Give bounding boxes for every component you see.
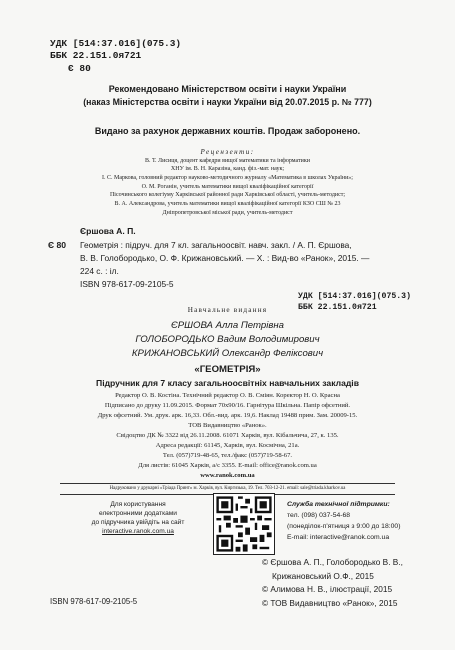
imprint-line: Свідоцтво ДК № 3322 від 26.11.2008. 61071 Харків, вул. Кібальчича, 27, к. 135. <box>116 432 339 439</box>
imprint-line: Редактор О. В. Костіна. Технічний редактор О. В. Сміян. Коректор Н. О. Красна <box>115 392 340 399</box>
support-email: E-mail: interactive@ranok.com.ua <box>287 534 390 541</box>
udk-entry: УДК [514:37.016](075.3) <box>298 292 412 301</box>
reviewer-line: Пісочинського колегіуму Харківської районної ради Харківської області, учитель-методист; <box>109 192 346 198</box>
state-funds-note: Видано за рахунок державних коштів. Продаж заборонено. <box>94 126 361 136</box>
reviewer-line: О. М. Роганін, учитель математики вищої кваліфікаційної категорії <box>141 184 314 190</box>
bib-line: Геометрія : підруч. для 7 кл. загальноосвіт. навч. закл. / А. П. Єршова, <box>80 240 352 250</box>
bib-line: В. В. Голобородько, О. Ф. Крижановський. — Х. : Вид-во «Ранок», 2015. — <box>80 253 370 263</box>
imprint-line: Тел. (057)719-48-65, тел./факс (057)719-58-67. <box>162 452 293 459</box>
reviewer-line: В. А. Александрова, учитель математики вищої кваліфікаційної категорії КЗО СШ № 23 <box>114 201 341 207</box>
imprint-line: Підписано до друку 11.09.2015. Формат 70х90/16. Гарнітура Шкільна. Папір офсетний. <box>104 402 351 409</box>
isbn-entry: ISBN 978-617-09-2105-5 <box>80 279 174 289</box>
bbk-code: ББК 22.151.0я721 <box>50 50 142 61</box>
copyright-line: © Алимова Н. В., ілюстрації, 2015 <box>262 584 393 594</box>
supplement-box <box>68 500 208 536</box>
edition-type: Навчальне видання <box>187 306 268 314</box>
supplement-line: Для користування <box>110 501 166 508</box>
isbn-bottom: ISBN 978-617-09-2105-5 <box>50 597 138 606</box>
udk-code: УДК [514:37.016](075.3) <box>50 38 182 49</box>
copyright-line: © ТОВ Видавництво «Ранок», 2015 <box>262 597 398 608</box>
imprint-line: Адреса редакції: 61145, Харків, вул. Космічна, 21а. <box>155 442 300 449</box>
support-title: Служба технічної підтримки: <box>287 501 390 508</box>
copyright-block <box>262 556 403 610</box>
imprint-line: Для листів: 61045 Харків, а/с 3355. E-mail: office@ranok.com.ua <box>138 462 317 469</box>
reviewer-line: І. С. Маркова, головний редактор науково-методичного журналу «Математика в школах України»; <box>102 175 353 181</box>
recommended-line-2: (наказ Міністерства освіти і науки України від 20.07.2015 р. № 777) <box>83 97 372 107</box>
recommended-line-1: Рекомендовано Міністерством освіти і науки України <box>108 84 347 94</box>
author-heading: Єршова А. П. <box>80 226 136 236</box>
tech-support <box>287 499 400 543</box>
bbk-entry: ББК 22.151.0я721 <box>298 303 377 312</box>
book-title: «ГЕОМЕТРІЯ» <box>194 364 261 375</box>
book-subtitle: Підручник для 7 класу загальноосвітніх навчальних закладів <box>96 378 359 388</box>
imprint-line: Друк офсетний. Ум. друк. арк. 16,33. Обл.-вид. арк. 19,6. Наклад 19488 прим. Зам. 20009-15. <box>97 412 358 419</box>
publisher-website: www.ranok.com.ua <box>200 472 255 479</box>
imprint-line: ТОВ Видавництво «Ранок». <box>188 422 267 429</box>
supplement-line: до підручника увійдіть на сайт <box>91 519 185 526</box>
author-full: ГОЛОБОРОДЬКО Вадим Володимирович <box>135 334 320 345</box>
reviewers-title: Рецензенти: <box>200 148 255 156</box>
support-hours: (понеділок-п'ятниця з 9:00 до 18:00) <box>287 523 401 530</box>
reviewer-line: ХНУ ім. В. Н. Каразіна, канд. фіз.-мат. наук; <box>170 166 285 172</box>
author-full: ЄРШОВА Алла Петрівна <box>171 320 284 331</box>
supplement-line: електронними додатками <box>99 510 177 517</box>
supplement-site-link[interactable]: interactive.ranok.com.ua <box>102 528 174 535</box>
reviewer-line: Дніпропетровської міської ради, учитель-методист <box>162 210 293 216</box>
support-phone: тел. (098) 037-54-68 <box>287 512 351 519</box>
qr-code[interactable] <box>213 493 275 555</box>
bib-line: 224 с. : іл. <box>80 266 119 276</box>
qr-code-graphic <box>214 494 274 554</box>
e-code: Є 80 <box>68 63 91 74</box>
author-full: КРИЖАНОВСЬКИЙ Олександр Феліксович <box>131 348 324 359</box>
printer-note: Надруковано у друкарні «Тріада Принт» м. Харків, вул. Киргизька, 19. Тел. 703-12-21. email: sale@triada.kharkov.ua <box>109 486 346 491</box>
copyright-line: © Єршова А. П., Голобородько В. В., <box>262 557 403 567</box>
copyright-line: Крижановський О.Ф., 2015 <box>272 570 374 581</box>
reviewer-line: В. Т. Лисиця, доцент кафедри вищої математики та інформатики <box>144 158 311 164</box>
printer-rule <box>60 483 395 484</box>
e-code-entry: Є 80 <box>48 240 67 250</box>
